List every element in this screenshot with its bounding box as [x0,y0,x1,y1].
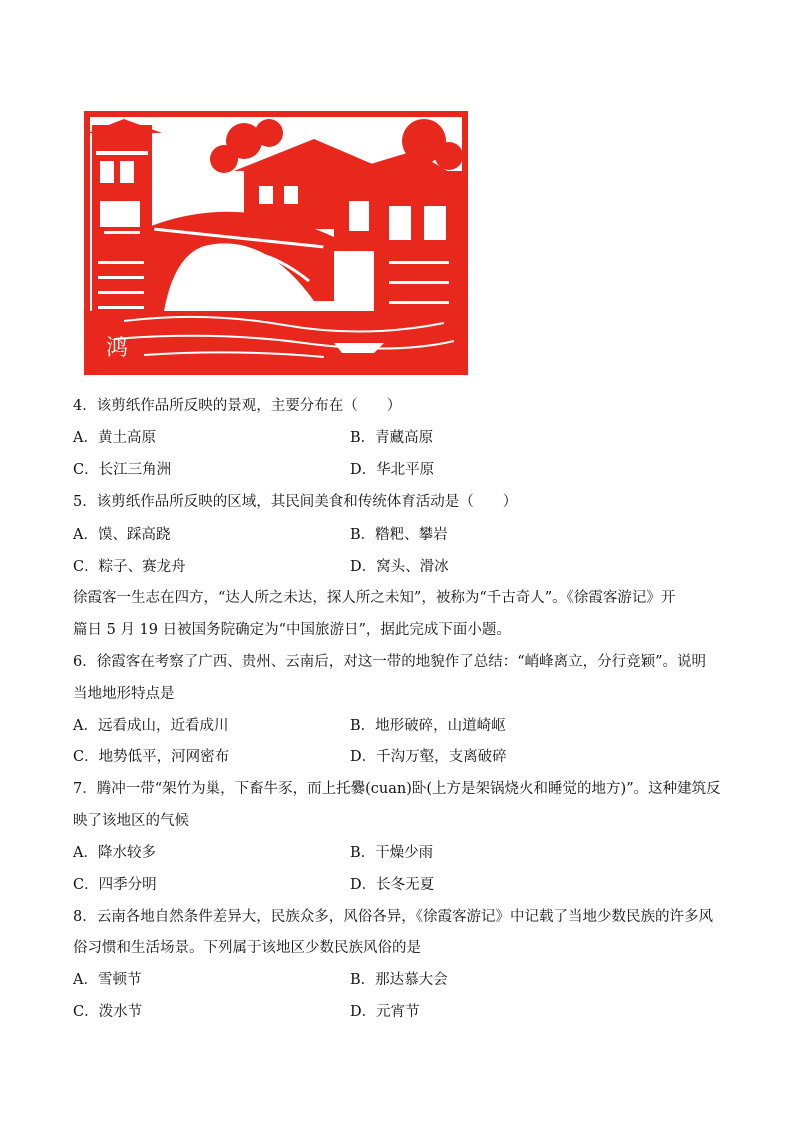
q4-option-d: D．华北平原 [350,462,435,478]
papercut-illustration [84,111,468,375]
q4-option-b: B．青藏高原 [350,430,434,446]
q4-option-a: A．黄土高原 [73,430,156,446]
q8-option-a: A．雪顿节 [73,972,142,988]
q8-option-d: D．元宵节 [350,1004,420,1020]
papercut-signature: 鸿 [106,336,129,361]
question-7-stem-line-2: 映了该地区的气候 [73,813,189,829]
q4-option-c: C．长江三角洲 [73,462,172,478]
q6-option-a: A．远看成山，近看成川 [73,718,229,734]
question-5-stem: 5．该剪纸作品所反映的区域，其民间美食和传统体育活动是（ ） [73,494,518,510]
passage-line-1: 徐霞客一生志在四方，“达人所之未达，探人所之未知”，被称为“千古奇人”。《徐霞客游记》开 [73,590,676,606]
question-4-stem: 4．该剪纸作品所反映的景观，主要分布在（ ） [73,398,402,414]
q6-option-d: D．千沟万壑，支离破碎 [350,749,507,765]
q5-option-a: A．馍、踩高跷 [73,527,171,543]
q8-option-b: B．那达慕大会 [350,972,448,988]
q5-option-b: B．糌粑、攀岩 [350,527,448,543]
q6-option-b: B．地形破碎，山道崎岖 [350,718,506,734]
q7-option-c: C．四季分明 [73,877,157,893]
q7-option-d: D．长冬无夏 [350,877,435,893]
question-8-stem-line-1: 8．云南各地自然条件差异大，民族众多，风俗各异，《徐霞客游记》中记载了当地少数民族的许多风 [73,909,713,925]
passage-line-2: 篇日 5 月 19 日被国务院确定为“中国旅游日”，据此完成下面小题。 [73,622,511,638]
question-7-stem-line-1: 7．腾冲一带“架竹为巢，下畜牛豕，而上托爨(cuan)卧(上方是架锅烧火和睡觉的地方)”。这种建筑反 [73,781,721,797]
question-6-stem-line-2: 当地地形特点是 [73,686,175,702]
q6-option-c: C．地势低平，河网密布 [73,749,230,765]
q7-option-b: B．干燥少雨 [350,845,434,861]
q7-option-a: A．降水较多 [73,845,156,861]
q5-option-d: D．窝头、滑冰 [350,559,449,575]
papercut-image [84,111,468,375]
question-6-stem-line-1: 6．徐霞客在考察了广西、贵州、云南后，对这一带的地貌作了总结：“峭峰离立，分行竞颖”。说明 [73,654,707,670]
question-8-stem-line-2: 俗习惯和生活场景。下列属于该地区少数民族风俗的是 [73,940,421,956]
q5-option-c: C．粽子、赛龙舟 [73,559,186,575]
q8-option-c: C．泼水节 [73,1004,143,1020]
